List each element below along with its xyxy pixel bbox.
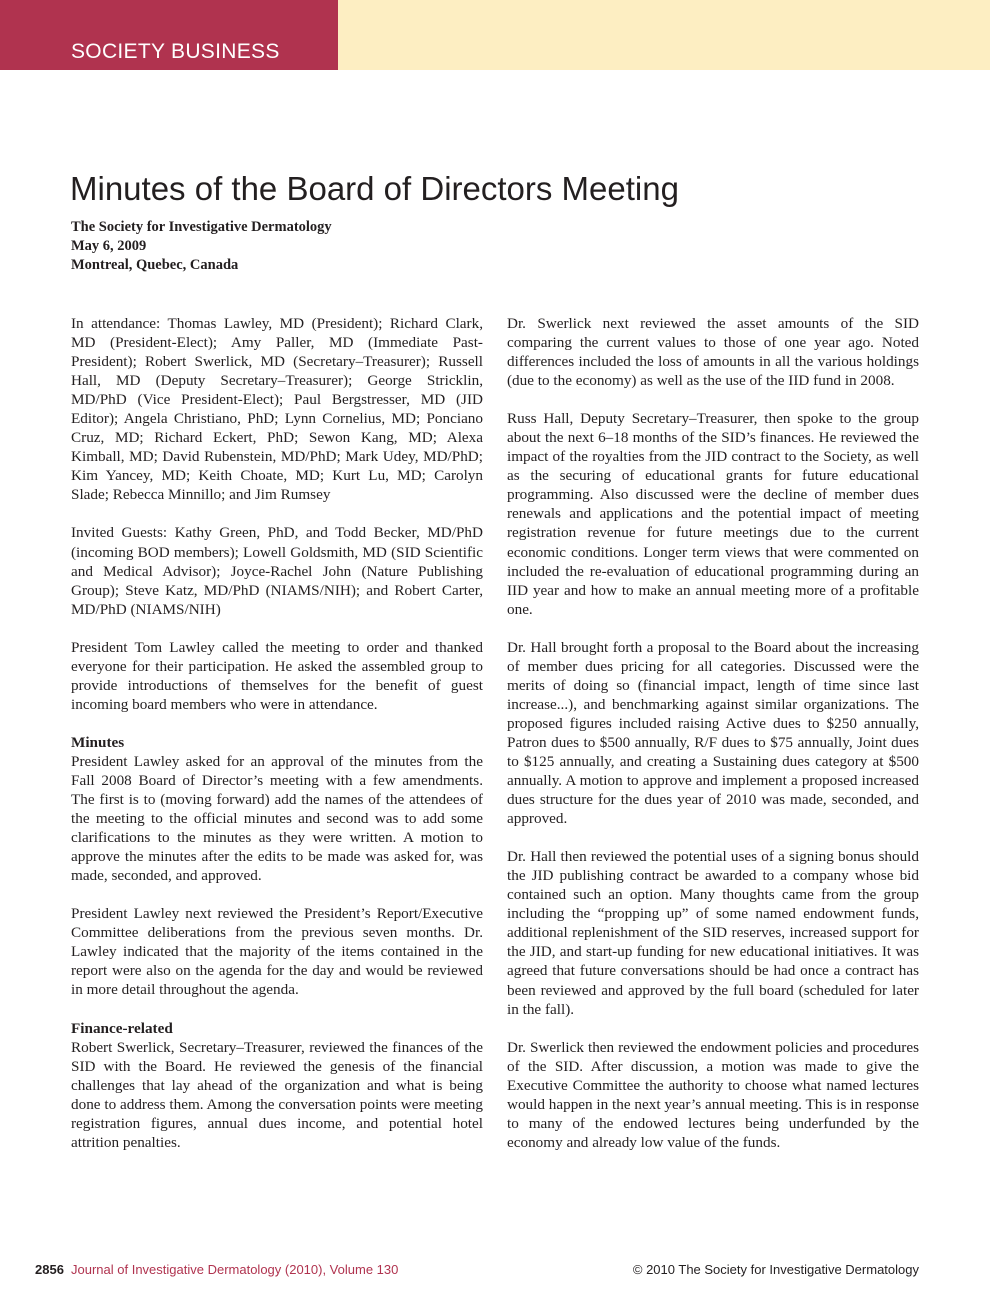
right-column (507, 314, 919, 1171)
copyright-notice: © 2010 The Society for Investigative Dermatology (632, 1262, 919, 1277)
section-label: SOCIETY BUSINESS (71, 40, 280, 63)
left-column (71, 314, 483, 1171)
president-report-paragraph: President Lawley next reviewed the President’s Report/Executive Committee deliberations from the previous seven months. Dr. Lawley indicated that the majority of the items contained in the report were also on the agenda for the day and would be reviewed in more detail throughout the agenda. (71, 905, 483, 999)
hall-finances-paragraph: Russ Hall, Deputy Secretary–Treasurer, then spoke to the group about the next 6–18 months of the SID’s finances. He reviewed the impact of the royalties from the JID contract to the Society, as well as the securing of educational grants for future educational programming. Also discussed were the decline of member dues renewals and applications and the potential impact of meeting registration revenue for future meetings due to the current economic conditions. Longer term views that were commented on included the re-evaluation of educational programming during an IID year and how to make an annual meeting more of a profitable one. (507, 410, 919, 618)
dues-proposal-paragraph: Dr. Hall brought forth a proposal to the Board about the increasing of member dues pricing for all categories. Discussed were the merits of doing so (financial impact, length of time since last increase...), and benchmarking against similar organizations. The proposed figures included raising Active dues to $250 annually, Patron dues to $500 annually, R/F dues to $75 annually, Joint dues to $125 annually, and creating a Sustaining dues category at $500 annually. A motion to approve and implement a proposed increased dues structure for the dues year of 2010 was made, seconded, and approved. (507, 638, 919, 828)
minutes-heading: Minutes (71, 733, 125, 751)
page-number: 2856 (35, 1262, 64, 1277)
page-footer (0, 1258, 990, 1280)
guests-paragraph: Invited Guests: Kathy Green, PhD, and Todd Becker, MD/PhD (incoming BOD members); Lowell Goldsmith, MD (SID Scientific and Medical Advisor); Joyce-Rachel John (Nature Publishing Group); Steve Katz, MD/PhD (NIAMS/NIH); and Robert Carter, MD/PhD (NIAMS/NIH) (71, 524, 483, 618)
finance-paragraph: Robert Swerlick, Secretary–Treasurer, reviewed the finances of the SID with the Board. He reviewed the genesis of the financial challenges that lay ahead of the organization and what is being done to address them. Among the conversation points were meeting registration figures, annual dues income, and potential hotel attrition penalties. (71, 1038, 483, 1151)
meeting-date: May 6, 2009 (71, 238, 147, 254)
header-band-tint (338, 0, 990, 70)
opening-paragraph: President Tom Lawley called the meeting to order and thanked everyone for their participation. He asked the assembled group to provide introductions of themselves for the benefit of guest incoming board members who were in attendance. (71, 638, 483, 713)
header-band (0, 0, 990, 70)
meeting-location: Montreal, Quebec, Canada (71, 257, 239, 273)
organization: The Society for Investigative Dermatology (71, 219, 332, 235)
attendance-paragraph: In attendance: Thomas Lawley, MD (President); Richard Clark, MD (President-Elect); Amy Paller, MD (Immediate Past-President); Robert Swerlick, MD (Secretary–Treasurer); Russell Hall, MD (Deputy Secretary–Treasurer); George Stricklin, MD/PhD (Vice President-Elect); Paul Bergstresser, MD (JID Editor); Angela Christiano, PhD; Lynn Cornelius, MD; Ponciano Cruz, MD; Richard Eckert, PhD; Sewon Kang, MD; Alexa Kimball, MD; David Rubenstein, MD/PhD; Mark Udey, MD/PhD; Kim Yancey, MD; Keith Choate, MD; Kurt Lu, MD; Carolyn Slade; Rebecca Minnillo; and Jim Rumsey (71, 315, 483, 504)
article-title: Minutes of the Board of Directors Meeting (70, 170, 679, 207)
journal-citation: Journal of Investigative Dermatology (2010), Volume 130 (71, 1262, 399, 1277)
assets-paragraph: Dr. Swerlick next reviewed the asset amounts of the SID comparing the current values to those of one year ago. Noted differences included the loss of amounts in all the various holdings (due to the economy) as well as the use of the IID fund in 2008. (507, 315, 919, 390)
signing-bonus-paragraph: Dr. Hall then reviewed the potential uses of a signing bonus should the JID publishing contract be awarded to a company whose bid contained such an option. Many thoughts came from the group including the “propping up” of some named endowment funds, additional replenishment of the SID reserves, increased support for the JID, and start-up funding for new educational initiatives. It was agreed that future conversations should be had once a contract has been reviewed and approved by the full board (scheduled for later in the fall). (507, 848, 919, 1018)
endowment-paragraph: Dr. Swerlick then reviewed the endowment policies and procedures of the SID. After discussion, a motion was made to give the Executive Committee the authority to choose what named lectures would happen in the next year’s annual meeting. This is in response to many of the endowed lectures being underfunded by the economy and already low value of the funds. (507, 1038, 919, 1151)
finance-heading: Finance-related (71, 1019, 173, 1037)
minutes-paragraph: President Lawley asked for an approval of the minutes from the Fall 2008 Board of Director’s meeting with a few amendments. The first is to (moving forward) add the names of the attendees of the meeting to the official minutes and second was to add some clarifications to the minutes as they were written. A motion to approve the minutes after the edits to be made was asked for, was made, seconded, and approved. (71, 752, 483, 885)
article-meta (71, 218, 332, 275)
